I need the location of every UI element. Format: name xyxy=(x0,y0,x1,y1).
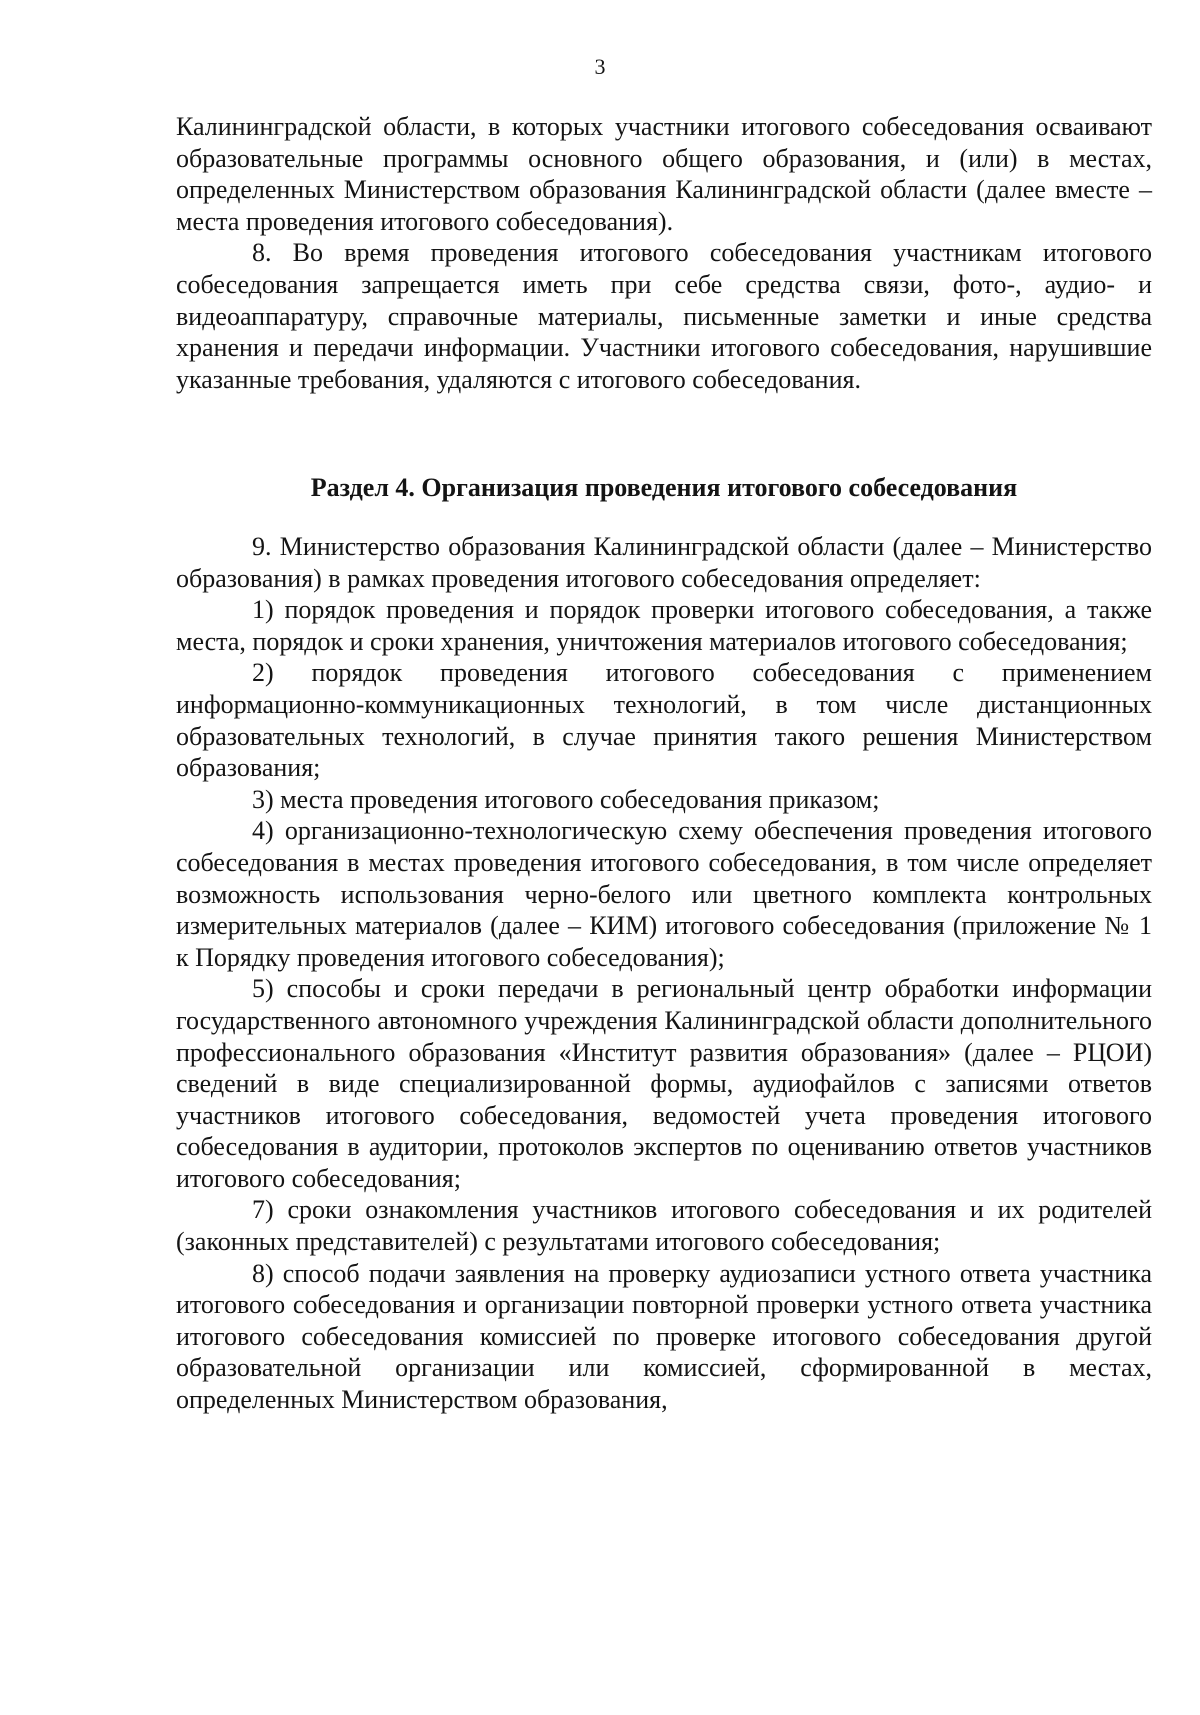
section-text-block xyxy=(176,531,1152,1416)
intro-text-block xyxy=(176,111,1152,395)
list-item-4: 4) организационно-технологическую схему обеспечения проведения итогового собеседования в местах проведения итогового собеседования, в том числе определяет возможность использования черно-белого или цветного комплекта контрольных измерительных материалов (далее – КИМ) итогового собеседования (приложение № 1 к Порядку проведения итогового собеседования); xyxy=(176,816,1152,972)
list-item-7: 7) сроки ознакомления участников итогового собеседования и их родителей (законных представителей) с результатами итогового собеседования; xyxy=(176,1195,1152,1257)
list-item-2: 2) порядок проведения итогового собеседования с применением информационно-коммуникационных технологий, в том числе дистанционных образовательных технологий, в случае принятия такого решения Министерством образования; xyxy=(176,658,1152,783)
section-heading: Раздел 4. Организация проведения итогового собеседования xyxy=(310,473,1018,502)
paragraph-item-8: 8. Во время проведения итогового собеседования участникам итогового собеседования запрещается иметь при себе средства связи, фото-, аудио- и видеоаппаратуру, справочные материалы, письменные заметки и иные средства хранения и передачи информации. Участники итогового собеседования, нарушившие указанные требования, удаляются с итогового собеседования. xyxy=(176,238,1152,394)
paragraph-continuation: Калининградской области, в которых участники итогового собеседования осваивают образовательные программы основного общего образования, и (или) в местах, определенных Министерством образования Калининградской области (далее вместе – места проведения итогового собеседования). xyxy=(176,112,1152,236)
list-item-3: 3) места проведения итогового собеседования приказом; xyxy=(252,784,880,814)
list-item-1: 1) порядок проведения и порядок проверки итогового собеседования, а также места, порядок и сроки хранения, уничтожения материалов итогового собеседования; xyxy=(176,595,1152,656)
list-item-5: 5) способы и сроки передачи в региональный центр обработки информации государственного автономного учреждения Калининградской области дополнительного профессионального образования «Институт развития образования» (далее – РЦОИ) сведений в виде специализированной формы, аудиофайлов с записями ответов участников итогового собеседования, ведомостей учета проведения итогового собеседования в аудитории, протоколов экспертов по оцениванию ответов участников итогового собеседования; xyxy=(176,974,1152,1193)
page-number: 3 xyxy=(594,54,606,79)
paragraph-item-9: 9. Министерство образования Калининградской области (далее – Министерство образования) в рамках проведения итогового собеседования определяет: xyxy=(176,532,1152,593)
list-item-8: 8) способ подачи заявления на проверку аудиозаписи устного ответа участника итогового собеседования и организации повторной проверки устного ответа участника итогового собеседования комиссией по проверке итогового собеседования другой образовательной организации или комиссией, сформированной в местах, определенных Министерством образования, xyxy=(176,1258,1152,1415)
